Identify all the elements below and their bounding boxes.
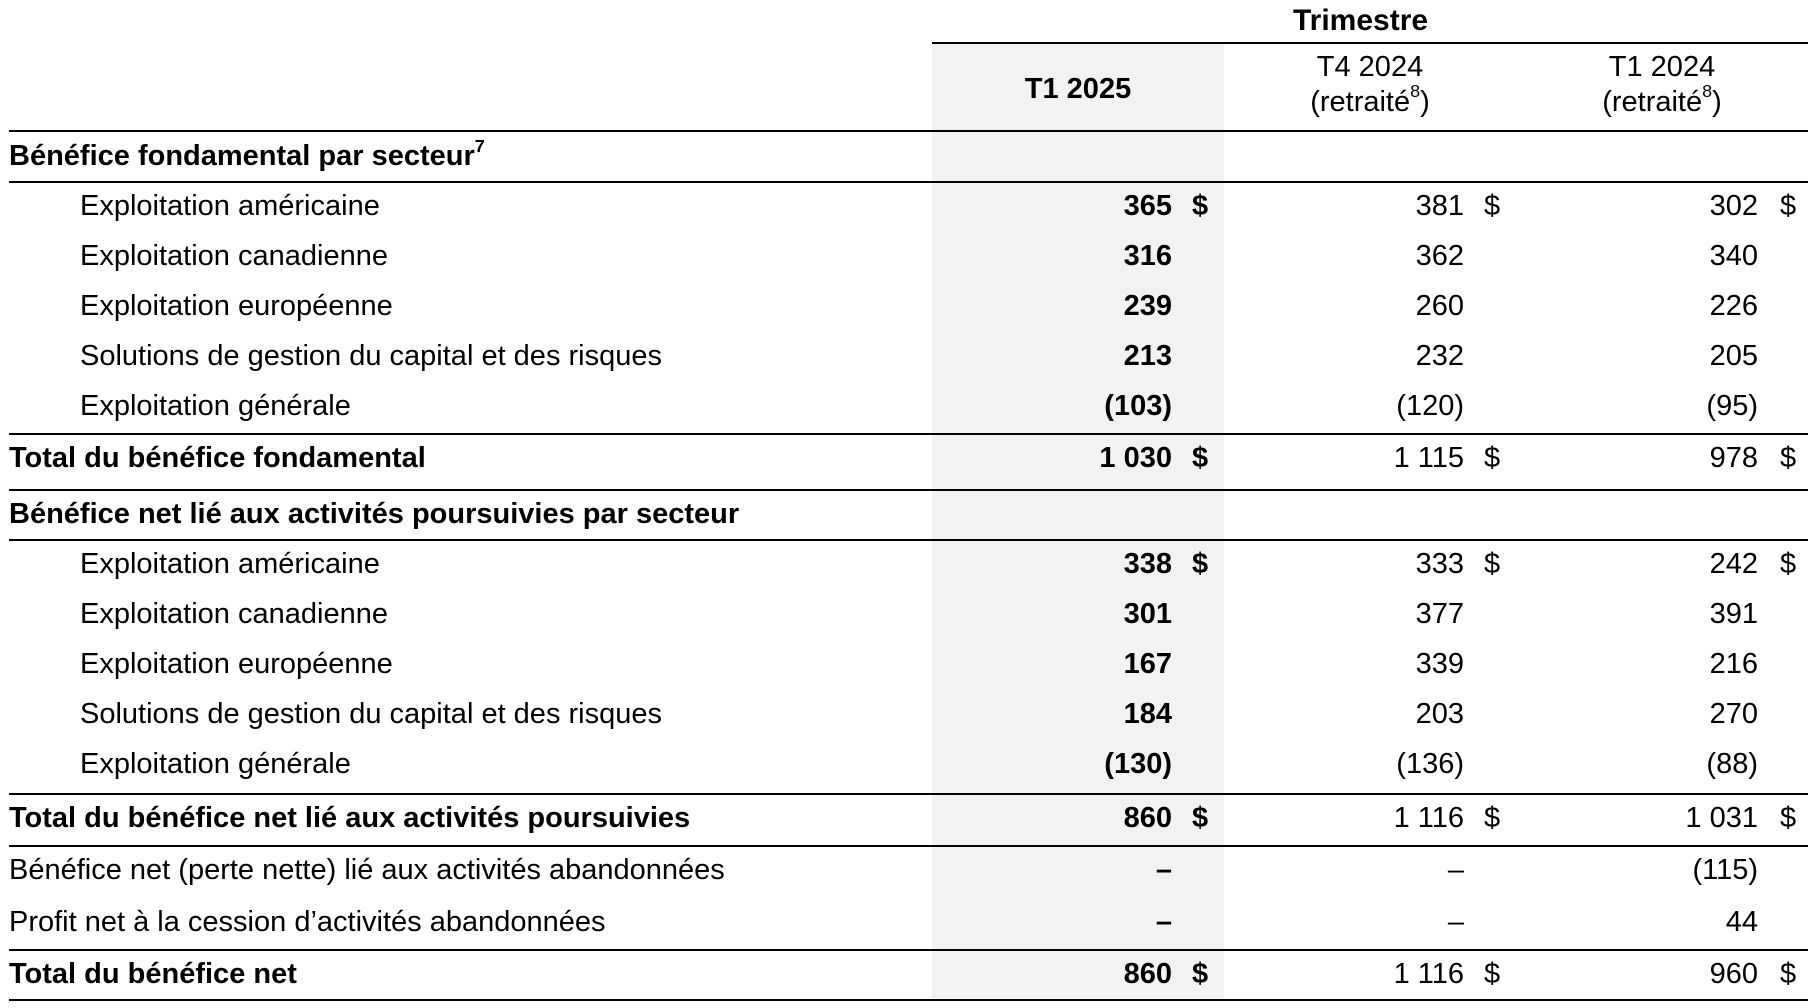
row-label — [80, 290, 393, 323]
row-label — [80, 548, 380, 581]
table-row — [0, 690, 1816, 734]
currency-symbol: $ — [1484, 802, 1501, 834]
value-t4-2024: 1 116 — [1393, 802, 1464, 834]
value-t1-2025: 1 030 — [1099, 442, 1172, 474]
row-label-text: Exploitation canadienne — [80, 598, 388, 630]
value-t1-2024: 226 — [1709, 290, 1758, 322]
table-row — [0, 640, 1816, 684]
row-label — [9, 135, 485, 173]
table-row — [0, 740, 1816, 784]
row-label-text: Bénéfice net (perte nette) lié aux activités abandonnées — [9, 854, 725, 886]
value-t1-2024: 960 — [1709, 958, 1758, 990]
currency-symbol: $ — [1192, 190, 1209, 222]
currency-symbol: $ — [1780, 190, 1797, 222]
column-header-t1-2024 — [1516, 50, 1808, 120]
total-row — [0, 950, 1816, 994]
row-label — [80, 698, 662, 731]
value-t4-2024: – — [1447, 906, 1464, 938]
row-label-text: Solutions de gestion du capital et des risques — [80, 340, 662, 372]
row-label-text: Exploitation générale — [80, 748, 351, 780]
row-label-text: Exploitation américaine — [80, 190, 380, 222]
row-label-text: Exploitation américaine — [80, 548, 380, 580]
row-label-text: Bénéfice net lié aux activités poursuivies par secteur — [9, 498, 740, 530]
value-t1-2024: (115) — [1692, 854, 1758, 886]
column-header-t4-2024-period: T4 2024 — [1316, 51, 1424, 83]
row-label — [9, 498, 739, 531]
value-t4-2024: 377 — [1415, 598, 1464, 630]
row-label-text: Total du bénéfice fondamental — [9, 442, 426, 474]
currency-symbol: $ — [1780, 958, 1797, 990]
currency-symbol: $ — [1780, 442, 1797, 474]
column-header-t1-2024-period: T1 2024 — [1608, 51, 1716, 83]
value-t1-2025: 365 — [1123, 190, 1172, 222]
row-label — [9, 906, 605, 939]
row-label-text: Exploitation générale — [80, 390, 351, 422]
row-label-text: Total du bénéfice net — [9, 958, 297, 990]
currency-symbol: $ — [1484, 548, 1501, 580]
value-t1-2025: 239 — [1123, 290, 1172, 322]
column-header-t1-2025: T1 2025 — [1024, 73, 1132, 105]
value-t4-2024: 1 116 — [1393, 958, 1464, 990]
value-t4-2024: 203 — [1415, 698, 1464, 730]
table-row — [0, 232, 1816, 276]
value-t4-2024: 232 — [1415, 340, 1464, 372]
footnote-marker: 7 — [474, 135, 485, 156]
row-rule — [9, 999, 1808, 1001]
table-row — [0, 540, 1816, 584]
value-t1-2025: 860 — [1123, 958, 1172, 990]
currency-symbol: $ — [1780, 548, 1797, 580]
column-header-t1-2024-note: (retraité$^8$) — [1602, 81, 1722, 118]
value-t4-2024: 333 — [1415, 548, 1464, 580]
value-t1-2025: (103) — [1104, 390, 1172, 422]
value-t1-2025: – — [1155, 854, 1172, 886]
row-label — [80, 748, 351, 781]
row-label — [80, 390, 351, 423]
row-label — [9, 854, 725, 887]
value-t1-2025: 213 — [1123, 340, 1172, 372]
row-label-text: Profit net à la cession d’activités abandonnées — [9, 906, 606, 938]
header-rule — [932, 42, 1808, 44]
value-t1-2025: 301 — [1123, 598, 1172, 630]
row-label — [9, 958, 297, 991]
value-t1-2025: 167 — [1123, 648, 1172, 680]
value-t4-2024: 381 — [1415, 190, 1464, 222]
currency-symbol: $ — [1192, 958, 1209, 990]
value-t1-2025: 316 — [1123, 240, 1172, 272]
value-t1-2024: 205 — [1709, 340, 1758, 372]
value-t1-2024: 978 — [1709, 442, 1758, 474]
value-t4-2024: (120) — [1396, 390, 1464, 422]
row-label — [80, 340, 662, 373]
value-t4-2024: (136) — [1396, 748, 1464, 780]
value-t1-2024: 44 — [1725, 906, 1758, 938]
value-t1-2024: 302 — [1709, 190, 1758, 222]
value-t4-2024: – — [1447, 854, 1464, 886]
row-label — [9, 442, 426, 475]
total-row — [0, 434, 1816, 478]
value-t4-2024: 362 — [1415, 240, 1464, 272]
value-t1-2024: 270 — [1709, 698, 1758, 730]
value-t1-2025: 184 — [1123, 698, 1172, 730]
table-row — [0, 898, 1816, 942]
column-header-t4-2024-note: (retraité$^8$) — [1310, 81, 1430, 118]
row-label-text: Total du bénéfice net lié aux activités poursuivies — [9, 802, 691, 834]
row-label — [80, 648, 393, 681]
table-row — [0, 382, 1816, 426]
value-t1-2024: 1 031 — [1685, 802, 1758, 834]
table-row — [0, 282, 1816, 326]
row-label-text: Exploitation européenne — [80, 648, 393, 680]
table-row — [0, 846, 1816, 890]
row-label-text: Exploitation européenne — [80, 290, 393, 322]
value-t1-2024: 216 — [1709, 648, 1758, 680]
currency-symbol: $ — [1484, 442, 1501, 474]
value-t1-2025: 338 — [1123, 548, 1172, 580]
currency-symbol: $ — [1192, 442, 1209, 474]
row-label — [80, 190, 380, 223]
total-row — [0, 794, 1816, 838]
value-t1-2024: 242 — [1709, 548, 1758, 580]
currency-symbol: $ — [1192, 548, 1209, 580]
value-t1-2025: – — [1155, 906, 1172, 938]
row-label-text: Solutions de gestion du capital et des risques — [80, 698, 662, 730]
row-label-text: Exploitation canadienne — [80, 240, 388, 272]
table-row — [0, 590, 1816, 634]
row-label-text: Bénéfice fondamental par secteur — [9, 140, 475, 172]
value-t1-2025: 860 — [1123, 802, 1172, 834]
row-label — [80, 598, 388, 631]
currency-symbol: $ — [1192, 802, 1209, 834]
value-t1-2024: 340 — [1709, 240, 1758, 272]
row-label — [80, 240, 388, 273]
value-t1-2025: (130) — [1104, 748, 1172, 780]
value-t4-2024: 1 115 — [1393, 442, 1464, 474]
value-t4-2024: 339 — [1415, 648, 1464, 680]
value-t4-2024: 260 — [1415, 290, 1464, 322]
table-row — [0, 332, 1816, 376]
value-t1-2024: (95) — [1706, 390, 1758, 422]
section-header-row — [0, 490, 1816, 534]
currency-symbol: $ — [1484, 190, 1501, 222]
section-header-row — [0, 132, 1816, 176]
row-label — [9, 802, 690, 835]
table-row — [0, 182, 1816, 226]
currency-symbol: $ — [1484, 958, 1501, 990]
value-t1-2024: (88) — [1706, 748, 1758, 780]
group-header-trimestre: Trimestre — [1293, 4, 1429, 37]
column-header-t4-2024 — [1224, 50, 1516, 120]
value-t1-2024: 391 — [1709, 598, 1758, 630]
currency-symbol: $ — [1780, 802, 1797, 834]
